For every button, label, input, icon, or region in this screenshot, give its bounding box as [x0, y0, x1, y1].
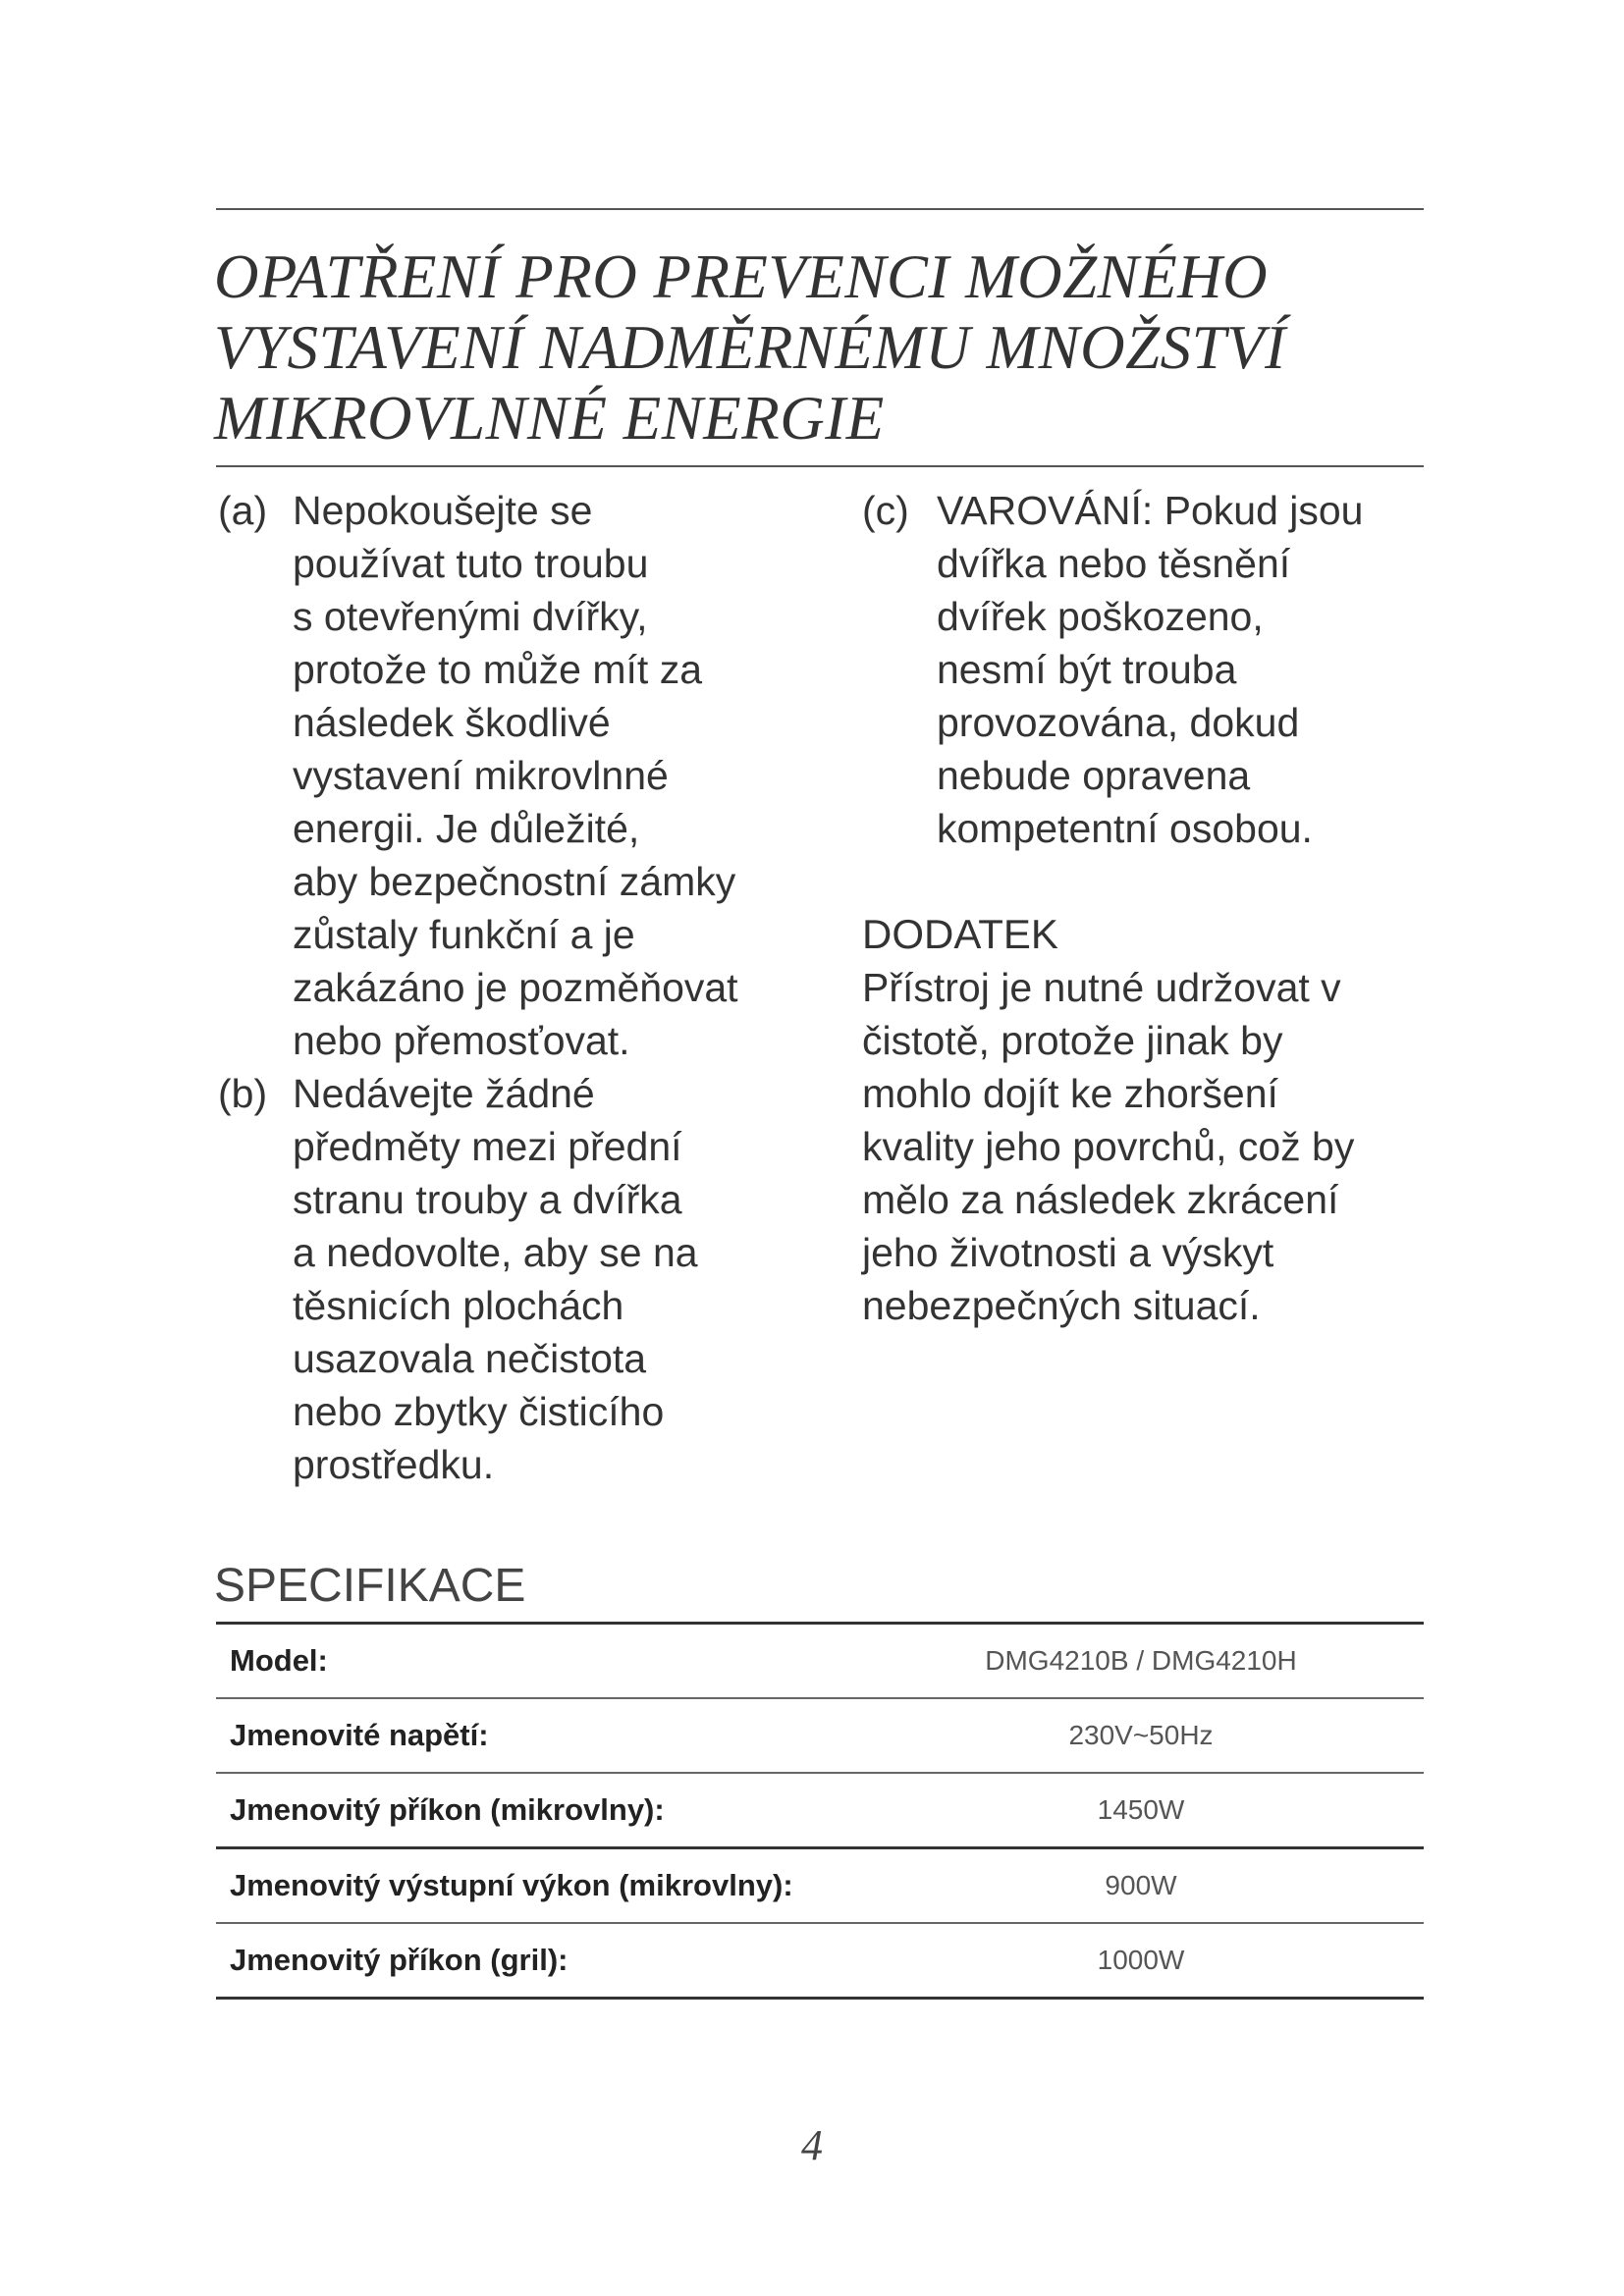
table-row [216, 1624, 1424, 1699]
title-line: OPATŘENÍ PRO PREVENCI MOŽNÉHO [214, 242, 1269, 311]
text-line: s otevřenými dvířky, [293, 594, 648, 639]
text-line: usazovala nečistota [293, 1336, 647, 1381]
text-line: provozována, dokud [937, 700, 1300, 745]
text-line: nebo přemosťovat. [293, 1018, 630, 1063]
spec-value: 1000W [1097, 1945, 1185, 1975]
text-line: protože to může mít za [293, 647, 703, 692]
table-row [216, 1848, 1424, 1924]
text-line: používat tuto troubu [293, 541, 649, 586]
text-line: prostředku. [293, 1442, 495, 1487]
text-line: energii. Je důležité, [293, 806, 640, 851]
text-line: nebude opravena [937, 753, 1251, 798]
text-line: zakázáno je pozměňovat [293, 965, 738, 1010]
text-line: kompetentní osobou. [937, 806, 1313, 851]
text-line: Nedávejte žádné [293, 1071, 595, 1116]
spec-value: 230V~50Hz [1068, 1720, 1214, 1750]
title-rule [216, 465, 1424, 467]
warning-b [218, 1067, 856, 1491]
text-line: aby bezpečnostní zámky [293, 859, 736, 904]
warning-c [862, 484, 1432, 855]
text-line: vystavení mikrovlnné [293, 753, 669, 798]
table-row [216, 1773, 1424, 1848]
text-line: mohlo dojít ke zhoršení [862, 1071, 1278, 1116]
warning-a [218, 484, 856, 1067]
text-line: stranu trouby a dvířka [293, 1177, 682, 1222]
specifications-table [216, 1622, 1424, 2000]
text-line: jeho životnosti a výskyt [862, 1230, 1274, 1275]
spec-value: 900W [1105, 1870, 1177, 1900]
addendum-text [862, 961, 1432, 1332]
spec-label: Jmenovitý výstupní výkon (mikrovlny): [230, 1868, 793, 1902]
table-row [216, 1698, 1424, 1773]
specifications-heading: SPECIFIKACE [214, 1560, 526, 1612]
page-title [214, 241, 1432, 454]
text-line: následek škodlivé [293, 700, 611, 745]
text-line: mělo za následek zkrácení [862, 1177, 1339, 1222]
spec-label: Model: [230, 1643, 328, 1678]
text-line: Nepokoušejte se [293, 488, 593, 533]
text-line: dvířek poškozeno, [937, 594, 1264, 639]
page-number: 4 [801, 2121, 823, 2169]
text-line: nebezpečných situací. [862, 1283, 1261, 1328]
table-row [216, 1923, 1424, 1999]
text-line: a nedovolte, aby se na [293, 1230, 698, 1275]
spec-label: Jmenovité napětí: [230, 1718, 489, 1752]
left-column [218, 484, 856, 1491]
text-line: VAROVÁNÍ: Pokud jsou [937, 488, 1364, 533]
text-line: čistotě, protože jinak by [862, 1018, 1283, 1063]
addendum-heading: DODATEK [862, 911, 1058, 957]
text-line: zůstaly funkční a je [293, 912, 635, 957]
top-rule [216, 208, 1424, 210]
item-marker: (c) [862, 488, 909, 533]
title-line: VYSTAVENÍ NADMĚRNÉMU MNOŽSTVÍ [214, 313, 1286, 382]
item-marker: (a) [218, 488, 268, 533]
text-line: kvality jeho povrchů, což by [862, 1124, 1355, 1169]
text-line: těsnicích plochách [293, 1283, 624, 1328]
text-line: Přístroj je nutné udržovat v [862, 965, 1341, 1010]
text-line: dvířka nebo těsnění [937, 541, 1291, 586]
title-line: MIKROVLNNÉ ENERGIE [214, 384, 885, 453]
right-column [862, 484, 1432, 1332]
text-line: předměty mezi přední [293, 1124, 682, 1169]
spec-value: DMG4210B / DMG4210H [985, 1645, 1297, 1676]
spec-label: Jmenovitý příkon (mikrovlny): [230, 1792, 665, 1827]
text-line: nesmí být trouba [937, 647, 1237, 692]
item-marker: (b) [218, 1071, 268, 1116]
text-line: nebo zbytky čisticího [293, 1389, 665, 1434]
spec-label: Jmenovitý příkon (gril): [230, 1943, 568, 1977]
spec-value: 1450W [1097, 1794, 1185, 1825]
